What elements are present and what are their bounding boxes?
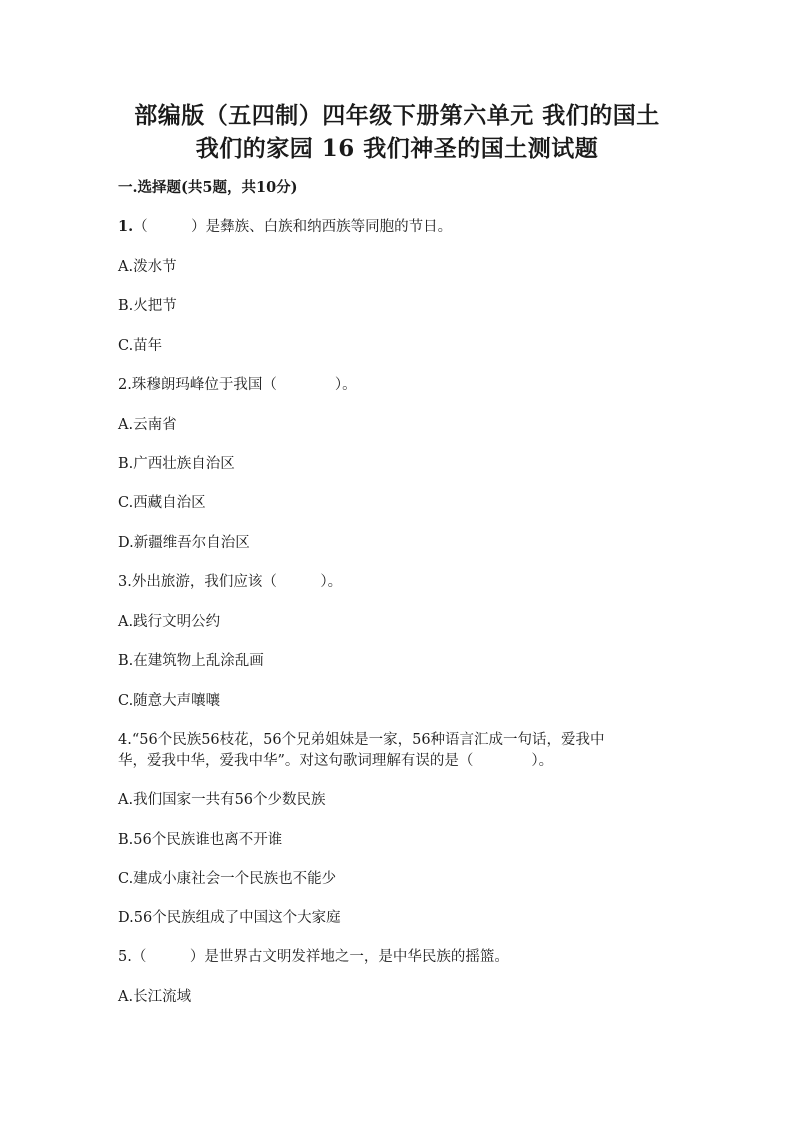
question-text-line1: “56个民族56枝花，56个兄弟姐妹是一家，56种语言汇成一句话，爱我中 <box>131 732 605 748</box>
question-number: 1. <box>118 218 134 235</box>
question-text: 外出旅游，我们应该（ ）。 <box>131 574 343 590</box>
question-2-option-d: D.新疆维吾尔自治区 <box>118 535 250 551</box>
question-text: （ ）是彝族、白族和纳西族等同胞的节日。 <box>133 219 453 235</box>
question-text: （ ）是世界古文明发祥地之一，是中华民族的摇篮。 <box>131 949 509 965</box>
question-3-option-c: C.随意大声嚷嚷 <box>118 693 221 709</box>
question-5 <box>118 946 509 968</box>
question-1-option-c: C.苗年 <box>118 338 163 354</box>
question-5-option-a: A.长江流域 <box>118 989 192 1005</box>
question-2 <box>118 374 357 396</box>
question-3-option-b: B.在建筑物上乱涂乱画 <box>118 653 264 669</box>
document-title-line1: 部编版（五四制）四年级下册第六单元 我们的国土 <box>134 102 660 129</box>
question-3-option-a: A.践行文明公约 <box>118 614 221 630</box>
question-2-option-a: A.云南省 <box>118 417 177 433</box>
question-number: 3. <box>118 574 132 590</box>
question-1-option-b: B.火把节 <box>118 298 177 314</box>
question-2-option-c: C.西藏自治区 <box>118 495 206 511</box>
question-4-option-b: B.56个民族谁也离不开谁 <box>118 832 283 848</box>
question-number: 5. <box>118 949 132 965</box>
question-4-option-c: C.建成小康社会一个民族也不能少 <box>118 871 337 887</box>
question-1-option-a: A.泼水节 <box>118 259 177 275</box>
question-4-text-line2: 华，爱我中华，爱我中华”。对这句歌词理解有误的是（ ）。 <box>118 753 554 769</box>
section-heading: 一.选择题(共5题，共10分) <box>118 179 298 196</box>
question-1 <box>118 216 452 238</box>
question-number: 4. <box>118 732 132 748</box>
question-2-option-b: B.广西壮族自治区 <box>118 456 235 472</box>
question-text: 珠穆朗玛峰位于我国（ ）。 <box>131 377 357 393</box>
question-4 <box>118 729 605 751</box>
question-4-option-a: A.我们国家一共有56个少数民族 <box>118 792 326 808</box>
document-title-line2: 我们的家园 16 我们神圣的国土测试题 <box>195 135 599 162</box>
question-number: 2. <box>118 377 132 393</box>
question-4-option-d: D.56个民族组成了中国这个大家庭 <box>118 910 341 926</box>
question-3 <box>118 571 342 593</box>
